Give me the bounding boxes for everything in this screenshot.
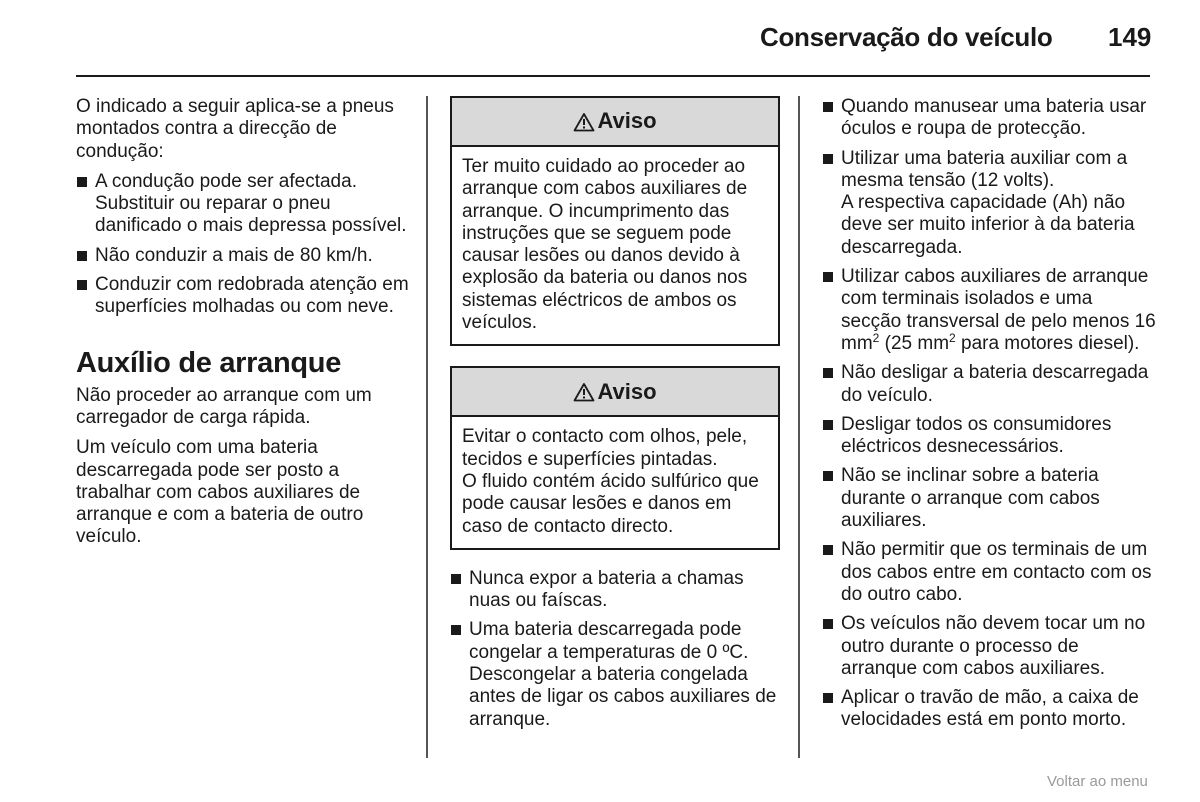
list-item: Uma bateria descarregada pode congelar a temperaturas de 0 ºC. Descongelar a bateria congelada antes de ligar os cabos auxiliares de arranque. [450,619,780,730]
square-bullet-icon [823,154,833,164]
list-item: Utilizar cabos auxiliares de arranque com terminais isolados e uma secção transversal de pelo menos 16 $mm^2$ (25 $mm^2$ para motores diesel). [822,266,1157,355]
warning-box [450,366,780,549]
warning-triangle-icon [573,112,595,132]
header-divider [76,75,1150,77]
warning-text: Ter muito cuidado ao proceder ao arranque com cabos auxiliares de arranque. O incumprimento das instruções que se seguem pode causar lesões ou danos devido à explosão da bateria ou danos nos sistemas eléctricos de ambos os veículos. [462,156,748,334]
square-bullet-icon [823,102,833,112]
list-item: A condução pode ser afectada. Substituir ou reparar o pneu danificado o mais depressa possível. [76,171,416,238]
square-bullet-icon [77,177,87,187]
square-bullet-icon [823,693,833,703]
warning-title: Aviso [597,108,657,134]
warning-triangle-icon [573,382,595,402]
list-item: Não desligar a bateria descarregada do veículo. [822,362,1157,407]
safety-bullet-list [822,96,1157,732]
list-item: Conduzir com redobrada atenção em superfícies molhadas ou com neve. [76,274,416,319]
body-paragraph: Um veículo com uma bateria descarregada pode ser posto a trabalhar com cabos auxiliares de arranque e com a bateria de outro veículo. [76,437,364,548]
middle-column [450,96,780,738]
list-item: Aplicar o travão de mão, a caixa de velocidades está em ponto morto. [822,687,1157,732]
list-item: Quando manusear uma bateria usar óculos e roupa de protecção. [822,96,1157,141]
square-bullet-icon [823,420,833,430]
section-heading: Auxílio de arranque [76,346,342,379]
battery-bullet-list [450,568,780,731]
square-bullet-icon [77,251,87,261]
warning-title: Aviso [597,378,657,404]
list-item: Não permitir que os terminais de um dos cabos entre em contacto com os do outro cabo. [822,539,1157,606]
square-bullet-icon [823,471,833,481]
page-number: 149 [1108,22,1152,52]
square-bullet-icon [451,574,461,584]
tyre-bullet-list [76,171,416,319]
square-bullet-icon [823,619,833,629]
list-item: Nunca expor a bateria a chamas nuas ou faíscas. [450,568,780,613]
list-item: Não se inclinar sobre a bateria durante o arranque com cabos auxiliares. [822,465,1157,532]
page-title: Conservação do veículo [760,22,1053,52]
list-item: Não conduzir a mais de 80 km/h. [76,245,416,267]
list-item: Os veículos não devem tocar um no outro durante o processo de arranque com cabos auxiliares. [822,613,1157,680]
warning-text: Evitar o contacto com olhos, pele, tecidos e superfícies pintadas. O fluido contém ácido sulfúrico que pode causar lesões e danos em caso de contacto directo. [462,426,759,537]
warning-header [452,368,778,417]
left-column [76,96,416,557]
square-bullet-icon [77,280,87,290]
square-bullet-icon [823,545,833,555]
tyre-intro-text: O indicado a seguir aplica-se a pneus montados contra a direcção de condução: [76,96,394,162]
warning-box [450,96,780,346]
column-divider-right [798,96,800,758]
back-to-menu-link[interactable]: Voltar ao menu [1047,773,1148,790]
square-bullet-icon [823,368,833,378]
list-item: Desligar todos os consumidores eléctricos desnecessários. [822,414,1157,459]
warning-header [452,98,778,147]
column-divider-left [426,96,428,758]
square-bullet-icon [823,272,833,282]
right-column [822,96,1157,739]
list-item: Utilizar uma bateria auxiliar com a mesma tensão (12 volts). A respectiva capacidade (Ah) não deve ser muito inferior à da bateria descarregada. [822,148,1157,259]
body-paragraph: Não proceder ao arranque com um carregador de carga rápida. [76,384,372,428]
square-bullet-icon [451,625,461,635]
